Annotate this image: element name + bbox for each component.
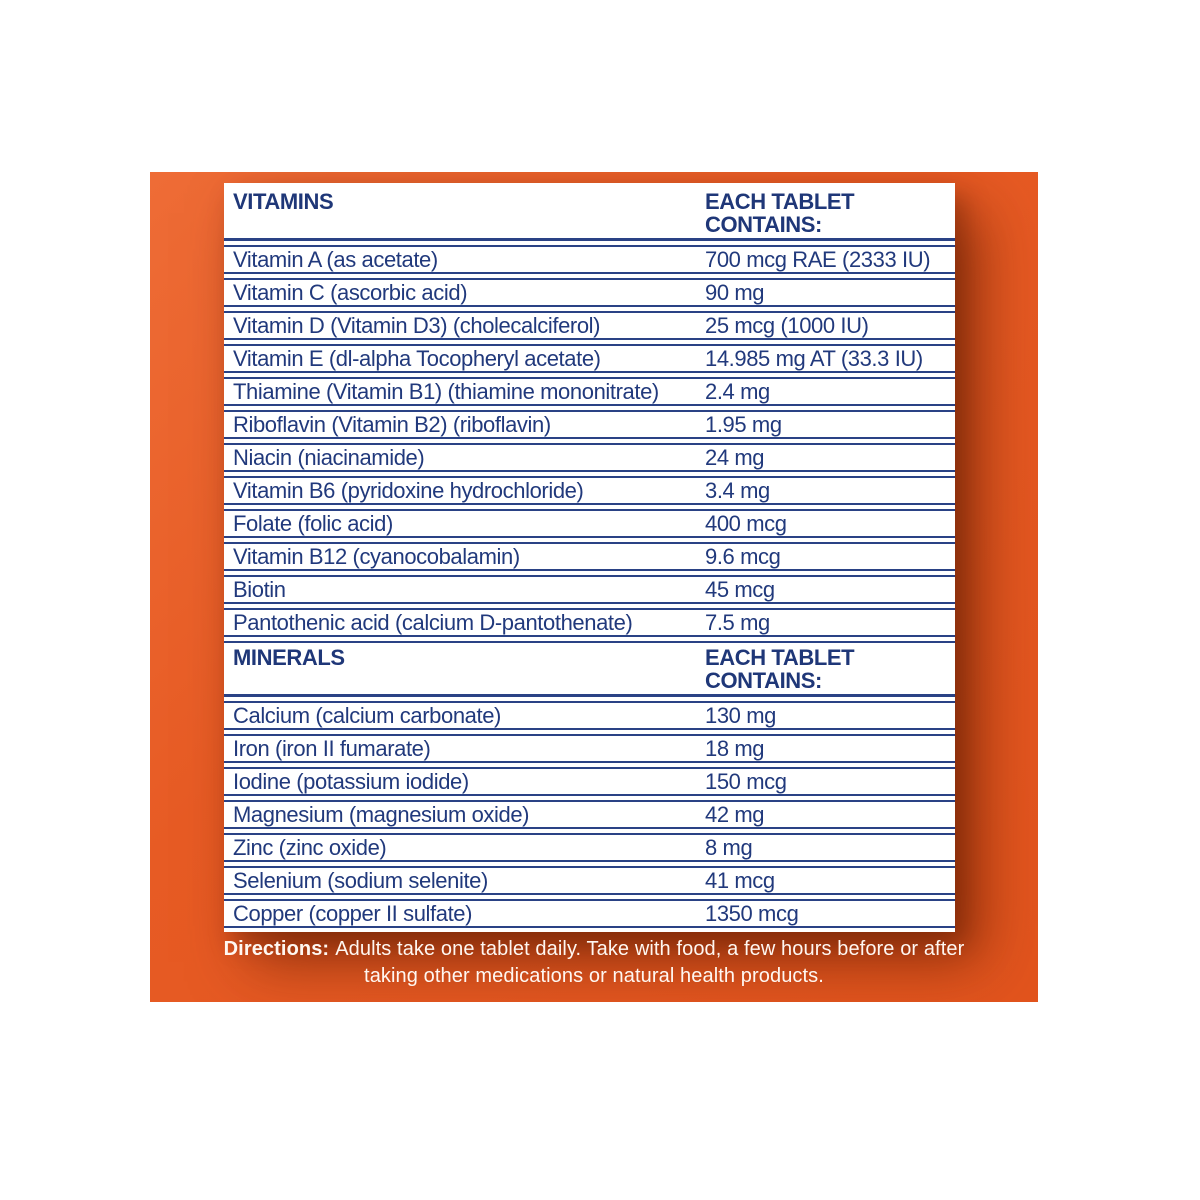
nutrient-name: Niacin (niacinamide) (233, 445, 425, 470)
nutrient-amount: 45 mcg (704, 577, 775, 602)
nutrient-name: Zinc (zinc oxide) (233, 835, 387, 860)
nutrient-name: Vitamin D (Vitamin D3) (cholecalciferol) (233, 313, 601, 338)
nutrient-amount: 8 mg (704, 835, 753, 860)
table-row-iron (224, 734, 955, 763)
nutrient-amount: 7.5 mg (704, 610, 770, 635)
nutrient-amount: 41 mcg (704, 868, 775, 893)
nutrient-amount: 130 mg (704, 703, 776, 728)
nutrient-amount: 14.985 mg AT (33.3 IU) (704, 346, 923, 371)
table-row-pantothenic-acid (224, 608, 955, 637)
nutrient-amount: 1350 mcg (704, 901, 799, 926)
directions-label: Directions: (223, 938, 330, 960)
table-row-calcium (224, 701, 955, 730)
nutrient-name: Magnesium (magnesium oxide) (233, 802, 530, 827)
nutrient-name: Folate (folic acid) (233, 511, 393, 536)
nutrient-name: Iodine (potassium iodide) (233, 769, 469, 794)
table-row-magnesium (224, 800, 955, 829)
nutrient-name: Copper (copper II sulfate) (233, 901, 473, 926)
nutrient-amount: 3.4 mg (704, 478, 770, 503)
nutrient-amount: 9.6 mcg (704, 544, 781, 569)
table-row-selenium (224, 866, 955, 895)
nutrient-amount: 24 mg (704, 445, 765, 470)
nutrient-name: Riboflavin (Vitamin B2) (riboflavin) (233, 412, 551, 437)
table-row-vitamin-b6 (224, 476, 955, 505)
nutrient-amount: 400 mcg (704, 511, 787, 536)
nutrient-name: Vitamin A (as acetate) (233, 247, 438, 272)
nutrient-amount: 90 mg (704, 280, 765, 305)
table-row-vitamin-c (224, 278, 955, 307)
supplement-facts-table (224, 183, 955, 932)
table-row-riboflavin (224, 410, 955, 439)
nutrient-name: Biotin (233, 577, 286, 602)
table-row-niacin (224, 443, 955, 472)
nutrient-amount: 42 mg (704, 802, 765, 827)
directions-section (150, 936, 1038, 990)
table-row-vitamin-e (224, 344, 955, 373)
nutrient-amount: 25 mcg (1000 IU) (704, 313, 869, 338)
nutrient-name: Thiamine (Vitamin B1) (thiamine mononitrate) (233, 379, 659, 404)
nutrient-amount: 700 mcg RAE (2333 IU) (704, 247, 931, 272)
minerals-section-title: MINERALS (233, 645, 345, 670)
minerals-amount-header: EACH TABLET CONTAINS: (704, 645, 855, 693)
vitamins-header-row (224, 183, 955, 241)
nutrient-amount: 2.4 mg (704, 379, 770, 404)
nutrient-name: Calcium (calcium carbonate) (233, 703, 501, 728)
table-row-vitamin-b12 (224, 542, 955, 571)
nutrient-name: Iron (iron II fumarate) (233, 736, 431, 761)
table-row-copper (224, 899, 955, 928)
table-row-vitamin-a (224, 245, 955, 274)
nutrient-name: Pantothenic acid (calcium D-pantothenate) (233, 610, 633, 635)
nutrient-name: Selenium (sodium selenite) (233, 868, 488, 893)
nutrient-amount: 18 mg (704, 736, 765, 761)
vitamins-amount-header: EACH TABLET CONTAINS: (704, 189, 855, 237)
table-row-thiamine (224, 377, 955, 406)
label-panel (150, 172, 1038, 1002)
nutrient-name: Vitamin C (ascorbic acid) (233, 280, 468, 305)
nutrient-amount: 150 mcg (704, 769, 787, 794)
table-row-vitamin-d (224, 311, 955, 340)
table-row-iodine (224, 767, 955, 796)
directions-body: Adults take one tablet daily. Take with food, a few hours before or after taking other medications or natural health products. (335, 938, 965, 987)
minerals-header-row (224, 641, 955, 697)
nutrient-amount: 1.95 mg (704, 412, 782, 437)
nutrient-name: Vitamin B12 (cyanocobalamin) (233, 544, 520, 569)
table-row-folate (224, 509, 955, 538)
directions-text (223, 936, 965, 990)
table-row-zinc (224, 833, 955, 862)
nutrient-name: Vitamin B6 (pyridoxine hydrochloride) (233, 478, 584, 503)
table-row-biotin (224, 575, 955, 604)
nutrient-name: Vitamin E (dl-alpha Tocopheryl acetate) (233, 346, 601, 371)
vitamins-section-title: VITAMINS (233, 189, 334, 214)
